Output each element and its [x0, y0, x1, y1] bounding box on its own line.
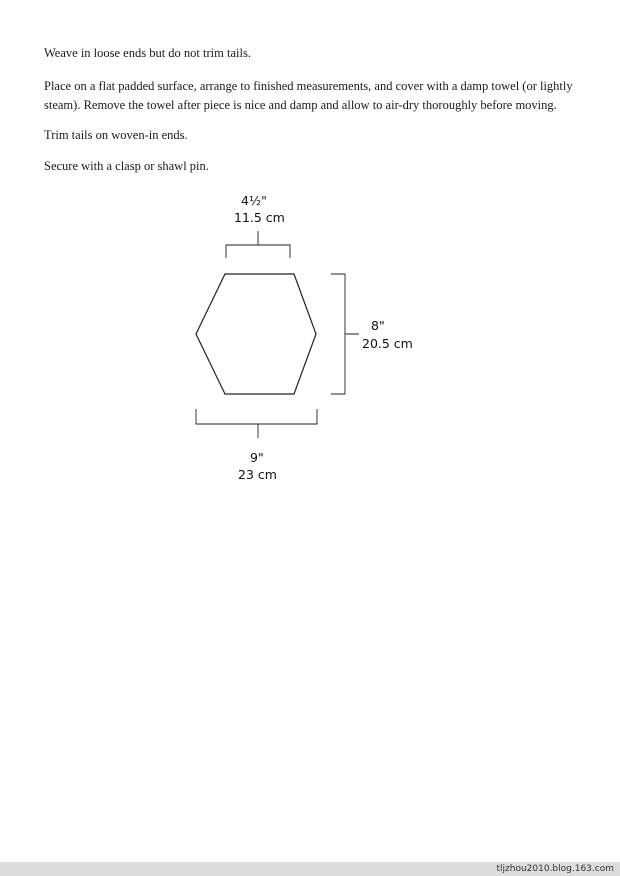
- height-inches-label: 8": [371, 318, 385, 333]
- footer-bar: [0, 862, 620, 876]
- bottom-width-inches-label: 9": [250, 450, 264, 465]
- instruction-blocking: Place on a flat padded surface, arrange to finished measurements, and cover with a damp towel (or lightly steam). Remove the towel after piece is nice and damp and allow to air-dry thoroughly before moving.: [44, 79, 573, 112]
- top-width-cm-label: 11.5 cm: [234, 210, 285, 225]
- bottom-width-bracket: [196, 409, 317, 438]
- height-cm-label: 20.5 cm: [362, 336, 413, 351]
- top-width-bracket: [226, 231, 290, 258]
- hexagon-shape: [196, 274, 316, 394]
- instruction-weave-ends: Weave in loose ends but do not trim tails.: [44, 46, 251, 60]
- top-width-inches-label: 4½": [241, 193, 267, 208]
- footer-watermark: tljzhou2010.blog.163.com: [496, 864, 614, 874]
- bottom-width-cm-label: 23 cm: [238, 467, 277, 482]
- height-bracket: [331, 274, 359, 394]
- instruction-trim-tails: Trim tails on woven-in ends.: [44, 128, 188, 142]
- instruction-secure-clasp: Secure with a clasp or shawl pin.: [44, 159, 209, 173]
